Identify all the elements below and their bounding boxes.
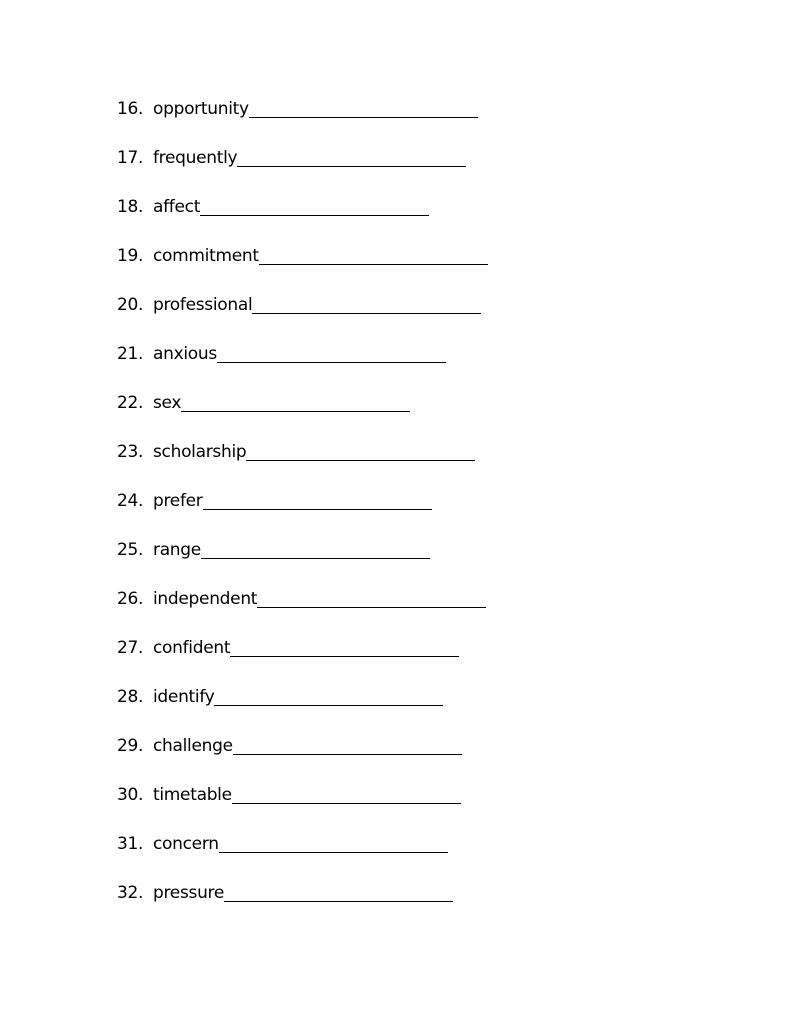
list-item [117, 195, 488, 244]
answer-blank[interactable] [232, 783, 461, 804]
list-item [117, 146, 488, 195]
answer-blank[interactable] [219, 832, 448, 853]
list-item [117, 293, 488, 342]
item-number: 23. [117, 442, 144, 462]
vocabulary-list [117, 97, 488, 930]
list-item [117, 391, 488, 440]
answer-blank[interactable] [230, 636, 459, 657]
answer-blank[interactable] [201, 538, 430, 559]
item-number: 25. [117, 540, 144, 560]
item-word: scholarship [153, 442, 247, 462]
list-item [117, 342, 488, 391]
item-number: 21. [117, 344, 144, 364]
item-word: commitment [153, 246, 259, 266]
list-item [117, 685, 488, 734]
item-number: 27. [117, 638, 144, 658]
item-word: opportunity [153, 99, 249, 119]
item-word: timetable [153, 785, 232, 805]
item-number: 19. [117, 246, 144, 266]
item-number: 29. [117, 736, 144, 756]
answer-blank[interactable] [252, 293, 481, 314]
list-item [117, 881, 488, 930]
list-item [117, 97, 488, 146]
answer-blank[interactable] [217, 342, 446, 363]
item-number: 30. [117, 785, 144, 805]
item-number: 17. [117, 148, 144, 168]
item-number: 24. [117, 491, 144, 511]
answer-blank[interactable] [259, 244, 488, 265]
item-number: 28. [117, 687, 144, 707]
item-word: sex [153, 393, 182, 413]
answer-blank[interactable] [224, 881, 453, 902]
list-item [117, 587, 488, 636]
item-word: confident [153, 638, 231, 658]
answer-blank[interactable] [249, 97, 478, 118]
list-item [117, 489, 488, 538]
item-number: 18. [117, 197, 144, 217]
item-number: 22. [117, 393, 144, 413]
item-number: 31. [117, 834, 144, 854]
answer-blank[interactable] [233, 734, 462, 755]
item-word: independent [153, 589, 258, 609]
answer-blank[interactable] [200, 195, 429, 216]
answer-blank[interactable] [203, 489, 432, 510]
answer-blank[interactable] [246, 440, 475, 461]
item-number: 16. [117, 99, 144, 119]
item-word: anxious [153, 344, 217, 364]
item-word: range [153, 540, 201, 560]
item-number: 26. [117, 589, 144, 609]
item-word: professional [153, 295, 253, 315]
list-item [117, 636, 488, 685]
list-item [117, 244, 488, 293]
answer-blank[interactable] [214, 685, 443, 706]
item-word: pressure [153, 883, 225, 903]
item-word: prefer [153, 491, 203, 511]
answer-blank[interactable] [237, 146, 466, 167]
list-item [117, 734, 488, 783]
item-word: concern [153, 834, 219, 854]
item-word: affect [153, 197, 201, 217]
list-item [117, 783, 488, 832]
list-item [117, 538, 488, 587]
item-number: 20. [117, 295, 144, 315]
list-item [117, 440, 488, 489]
item-word: identify [153, 687, 215, 707]
list-item [117, 832, 488, 881]
answer-blank[interactable] [257, 587, 486, 608]
item-number: 32. [117, 883, 144, 903]
item-word: challenge [153, 736, 233, 756]
item-word: frequently [153, 148, 238, 168]
answer-blank[interactable] [181, 391, 410, 412]
